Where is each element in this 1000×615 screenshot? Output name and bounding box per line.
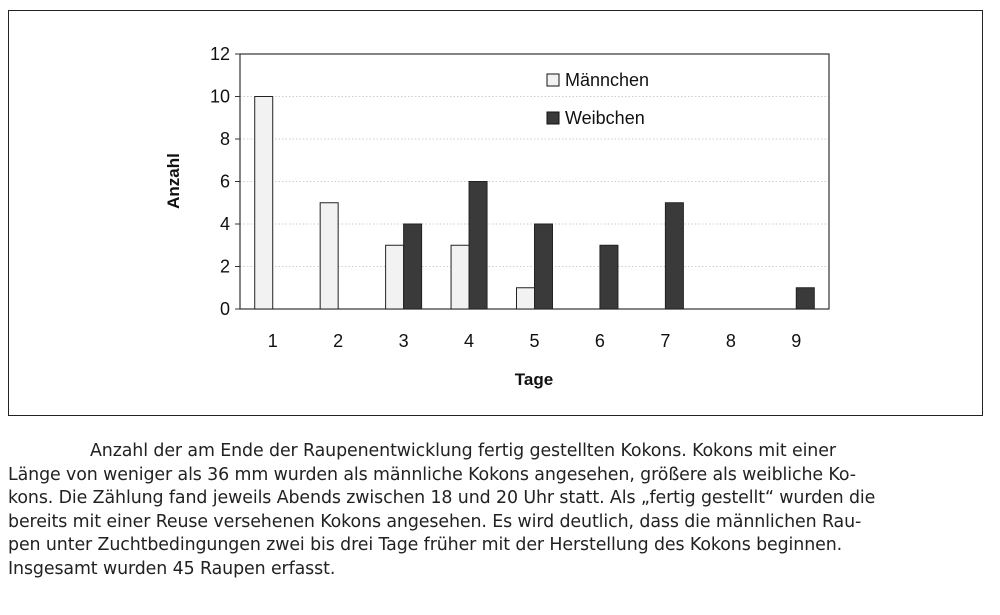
x-tick-label: 8 bbox=[725, 331, 736, 351]
x-axis-title: Tage bbox=[514, 370, 554, 389]
bar-weibchen bbox=[404, 224, 422, 309]
bar-maennchen bbox=[320, 203, 338, 309]
y-axis-ticks bbox=[210, 44, 240, 319]
bar-maennchen bbox=[517, 288, 535, 309]
bar-weibchen bbox=[796, 288, 814, 309]
caption-line: bereits mit einer Reuse versehenen Kokons angesehen. Es wird deutlich, dass die männlichen Rau- bbox=[8, 511, 862, 532]
legend-label-maennchen: Männchen bbox=[565, 70, 650, 90]
legend bbox=[547, 70, 649, 128]
y-tick-label: 12 bbox=[209, 44, 230, 64]
caption-line: Anzahl der am Ende der Raupenentwicklung fertig gestellten Kokons. Kokons mit einer bbox=[90, 441, 836, 461]
y-tick-label: 0 bbox=[219, 299, 230, 319]
bar-weibchen bbox=[535, 224, 553, 309]
x-tick-label: 3 bbox=[398, 331, 409, 351]
x-tick-label: 6 bbox=[594, 331, 605, 351]
figure-caption bbox=[8, 440, 988, 582]
x-tick-label: 1 bbox=[267, 331, 278, 351]
x-tick-label: 4 bbox=[464, 331, 475, 351]
legend-swatch-maennchen bbox=[547, 74, 559, 86]
x-tick-label: 7 bbox=[660, 331, 671, 351]
y-tick-label: 6 bbox=[219, 171, 230, 192]
y-tick-label: 10 bbox=[209, 86, 230, 107]
x-axis-ticks bbox=[268, 331, 802, 351]
y-axis-title: Anzahl bbox=[164, 153, 183, 209]
x-tick-label: 9 bbox=[791, 331, 802, 351]
caption-line: pen unter Zuchtbedingungen zwei bis drei Tage früher mit der Herstellung des Kokons beginnen. bbox=[8, 535, 843, 556]
chart-frame bbox=[8, 10, 983, 416]
bar-maennchen bbox=[451, 245, 469, 309]
bar-weibchen bbox=[665, 203, 683, 309]
x-tick-label: 2 bbox=[333, 331, 344, 351]
y-tick-label: 8 bbox=[219, 129, 230, 149]
legend-label-weibchen: Weibchen bbox=[565, 108, 645, 128]
bar-weibchen bbox=[600, 245, 618, 309]
caption-line: kons. Die Zählung fand jeweils Abends zwischen 18 und 20 Uhr statt. Als „fertig gestellt“ wurden die bbox=[8, 488, 876, 509]
bar-chart bbox=[9, 11, 984, 417]
bar-weibchen bbox=[469, 182, 487, 310]
caption-line: Länge von weniger als 36 mm wurden als männliche Kokons angesehen, größere als weibliche Ko- bbox=[8, 464, 856, 485]
legend-swatch-weibchen bbox=[547, 112, 559, 124]
y-tick-label: 4 bbox=[219, 214, 230, 234]
bar-maennchen bbox=[386, 245, 404, 309]
caption-line: Insgesamt wurden 45 Raupen erfasst. bbox=[8, 558, 336, 579]
x-tick-label: 5 bbox=[529, 331, 540, 351]
y-tick-label: 2 bbox=[219, 256, 230, 277]
bar-maennchen bbox=[255, 97, 273, 310]
bars bbox=[255, 97, 815, 310]
